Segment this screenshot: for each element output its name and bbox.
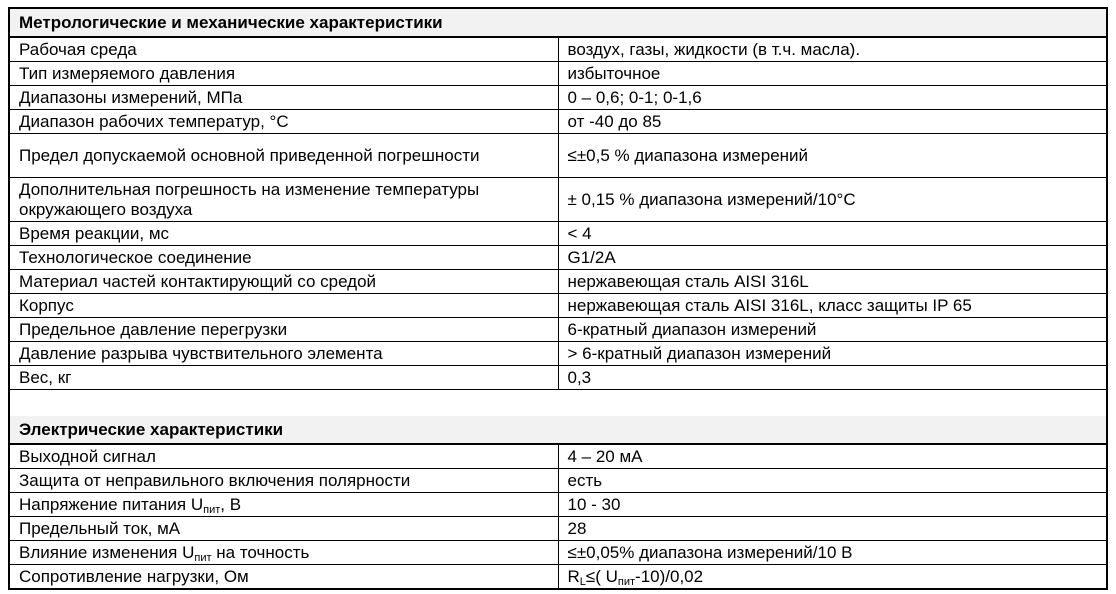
table-row	[9, 178, 1107, 222]
param-value: 6-кратный диапазон измерений	[558, 318, 1107, 342]
param-value: 0,3	[558, 366, 1107, 390]
table-row	[9, 493, 1107, 517]
param-value: ≤±0,05% диапазона измерений/10 В	[558, 541, 1107, 565]
param-value: ± 0,15 % диапазона измерений/10°С	[558, 178, 1107, 222]
param-name: Предел допускаемой основной приведенной погрешности	[9, 134, 558, 178]
param-name: Корпус	[9, 294, 558, 318]
param-value: воздух, газы, жидкости (в т.ч. масла).	[558, 37, 1107, 62]
table-row	[9, 37, 1107, 62]
param-value: нержавеющая сталь AISI 316L, класс защиты IP 65	[558, 294, 1107, 318]
param-name: Рабочая среда	[9, 37, 558, 62]
param-value: от -40 до 85	[558, 110, 1107, 134]
table-row	[9, 294, 1107, 318]
table-row	[9, 517, 1107, 541]
param-name: Тип измеряемого давления	[9, 62, 558, 86]
param-name: Дополнительная погрешность на изменение температуры окружающего воздуха	[9, 178, 558, 222]
param-name: Технологическое соединение	[9, 246, 558, 270]
table-row	[9, 366, 1107, 390]
table-row	[9, 342, 1107, 366]
table-row	[9, 565, 1107, 590]
param-value: 0 – 0,6; 0-1; 0-1,6	[558, 86, 1107, 110]
table-row	[9, 134, 1107, 178]
table-row	[9, 110, 1107, 134]
param-name: Сопротивление нагрузки, Ом	[9, 565, 558, 590]
param-name: Диапазон рабочих температур, °С	[9, 110, 558, 134]
param-name: Влияние изменения $U_{пит}$ на точность	[9, 541, 558, 565]
table-row	[9, 541, 1107, 565]
param-value: есть	[558, 469, 1107, 493]
param-value: 4 – 20 мА	[558, 444, 1107, 469]
table-row	[9, 86, 1107, 110]
table-row	[9, 444, 1107, 469]
table-row	[9, 222, 1107, 246]
param-value: $R_L\le$( $U_{пит}-10)/0,02$	[558, 565, 1107, 590]
param-value: 10 - 30	[558, 493, 1107, 517]
param-name: Защита от неправильного включения полярности	[9, 469, 558, 493]
table-row	[9, 318, 1107, 342]
param-name: Выходной сигнал	[9, 444, 558, 469]
section-title-electrical: Электрические характеристики	[9, 416, 1107, 444]
param-value: ≤±0,5 % диапазона измерений	[558, 134, 1107, 178]
table-row	[9, 246, 1107, 270]
spec-table	[8, 7, 1108, 590]
section-spacer	[9, 390, 1107, 417]
param-name: Предельный ток, мА	[9, 517, 558, 541]
spec-sheet	[8, 7, 1108, 588]
table-row	[9, 62, 1107, 86]
section-title-metrology: Метрологические и механические характеристики	[9, 8, 1107, 37]
param-name: Напряжение питания $U_{пит}$, В	[9, 493, 558, 517]
param-name: Диапазоны измерений, МПа	[9, 86, 558, 110]
param-value: избыточное	[558, 62, 1107, 86]
param-value: G1/2A	[558, 246, 1107, 270]
param-name: Время реакции, мс	[9, 222, 558, 246]
table-row	[9, 270, 1107, 294]
param-name: Давление разрыва чувствительного элемента	[9, 342, 558, 366]
table-row	[9, 469, 1107, 493]
param-value: нержавеющая сталь AISI 316L	[558, 270, 1107, 294]
param-value: 28	[558, 517, 1107, 541]
param-name: Материал частей контактирующий со средой	[9, 270, 558, 294]
param-value: < 4	[558, 222, 1107, 246]
param-value: > 6-кратный диапазон измерений	[558, 342, 1107, 366]
param-name: Предельное давление перегрузки	[9, 318, 558, 342]
param-name: Вес, кг	[9, 366, 558, 390]
